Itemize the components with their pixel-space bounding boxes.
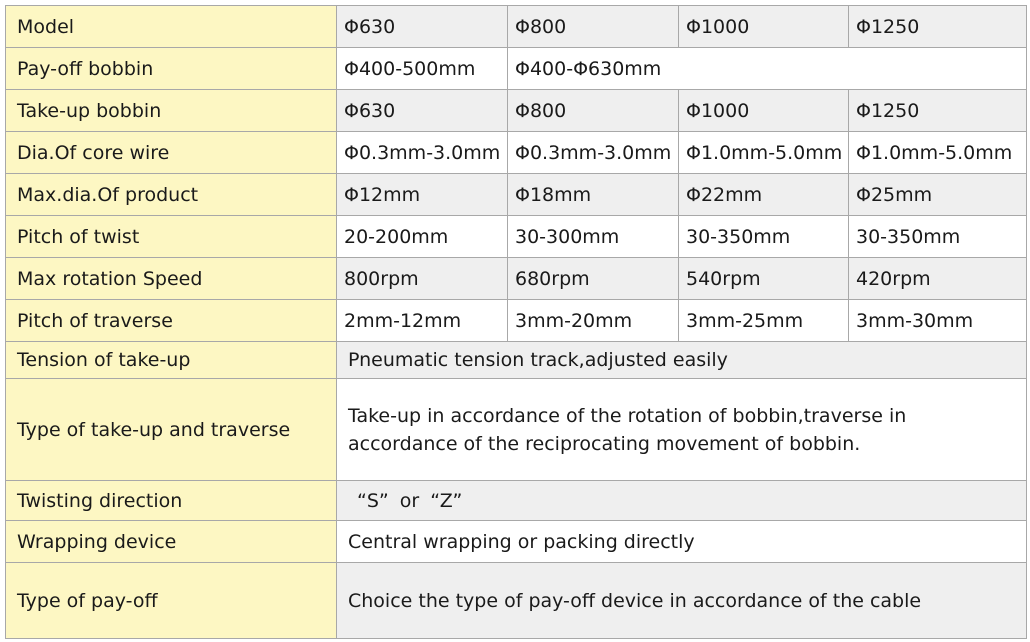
table-row-tension-of-take-up [6,342,1027,379]
row-label: Max.dia.Of product [6,174,337,216]
row-label: Pitch of twist [6,216,337,258]
row-label: Max rotation Speed [6,258,337,300]
table-cell: Φ0.3mm-3.0mm [508,132,679,174]
table-cell: Φ1250 [849,6,1027,48]
table-cell: 30-350mm [849,216,1027,258]
table-cell: Φ12mm [337,174,508,216]
row-label: Type of pay-off [6,563,337,639]
table-row-max-dia-of-product [6,174,1027,216]
table-cell: Φ1.0mm-5.0mm [679,132,849,174]
row-label: Wrapping device [6,521,337,563]
table-cell: 540rpm [679,258,849,300]
table-row-type-of-take-up-and-traverse [6,379,1027,481]
table-cell: 800rpm [337,258,508,300]
table-cell: Φ1250 [849,90,1027,132]
table-cell: Φ630 [337,6,508,48]
row-label: Model [6,6,337,48]
table-cell: 3mm-20mm [508,300,679,342]
table-cell: Φ25mm [849,174,1027,216]
table-cell: 2mm-12mm [337,300,508,342]
table-cell: 3mm-30mm [849,300,1027,342]
table-row-type-of-pay-off [6,563,1027,639]
row-label: Pay-off bobbin [6,48,337,90]
table-row-pitch-of-traverse [6,300,1027,342]
table-row-pay-off-bobbin [6,48,1027,90]
table-cell: Choice the type of pay-off device in accordance of the cable [337,563,1027,639]
table-cell: 30-300mm [508,216,679,258]
row-label: Twisting direction [6,481,337,521]
table-cell: Φ1.0mm-5.0mm [849,132,1027,174]
table-cell: Φ0.3mm-3.0mm [337,132,508,174]
row-label: Type of take-up and traverse [6,379,337,481]
row-label: Take-up bobbin [6,90,337,132]
table-cell: 680rpm [508,258,679,300]
table-cell: Φ630 [337,90,508,132]
table-cell: 420rpm [849,258,1027,300]
table-row-pitch-of-twist [6,216,1027,258]
spec-table [5,5,1027,639]
row-label: Tension of take-up [6,342,337,379]
table-row-wrapping-device [6,521,1027,563]
table-cell: Central wrapping or packing directly [337,521,1027,563]
table-cell: Φ1000 [679,90,849,132]
table-cell: Φ400-500mm [337,48,508,90]
table-cell: 30-350mm [679,216,849,258]
table-cell: Φ800 [508,90,679,132]
table-cell: Φ800 [508,6,679,48]
table-row-take-up-bobbin [6,90,1027,132]
table-cell: Φ1000 [679,6,849,48]
table-cell: 20-200mm [337,216,508,258]
table-row-model [6,6,1027,48]
row-label: Pitch of traverse [6,300,337,342]
row-label: Dia.Of core wire [6,132,337,174]
table-cell: Φ18mm [508,174,679,216]
table-row-max-rotation-speed [6,258,1027,300]
table-cell: Φ22mm [679,174,849,216]
table-row-twisting-direction [6,481,1027,521]
table-cell: Pneumatic tension track,adjusted easily [337,342,1027,379]
table-cell: “S” or “Z” [337,481,1027,521]
table-cell: 3mm-25mm [679,300,849,342]
table-row-dia-of-core-wire [6,132,1027,174]
table-cell: Take-up in accordance of the rotation of bobbin,traverse in accordance of the reciprocating movement of bobbin. [337,379,1027,481]
table-cell: Φ400-Φ630mm [508,48,1027,90]
